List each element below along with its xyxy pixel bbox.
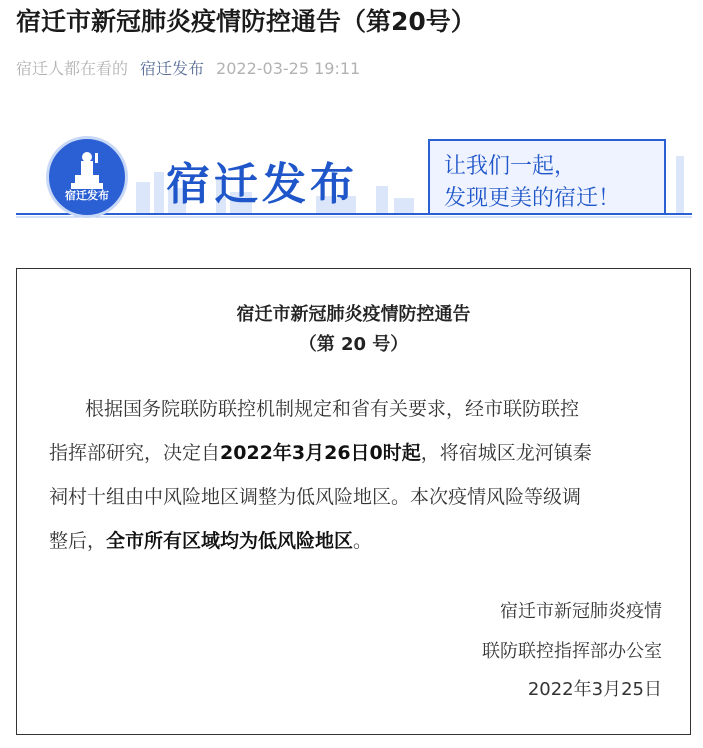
risk-status: 全市所有区域均为低风险地区 xyxy=(106,530,354,552)
text-segment: 。 xyxy=(353,530,373,552)
text-segment: ，将宿城区龙河镇秦 xyxy=(420,442,592,464)
text-segment: 指挥部研究，决定自 xyxy=(49,442,221,464)
header-banner-image xyxy=(16,136,692,220)
signature-org-2: 联防联控指挥部办公室 xyxy=(482,641,662,662)
text-segment: 整后， xyxy=(49,530,107,552)
article-meta xyxy=(16,58,360,80)
notice-body-line-4 xyxy=(49,527,372,555)
publish-datetime: 2022-03-25 19:11 xyxy=(216,59,361,78)
account-link[interactable]: 宿迁发布 xyxy=(140,59,205,78)
logo-icon xyxy=(46,136,128,218)
logo-label: 宿迁发布 xyxy=(65,189,109,202)
brand-name: 宿迁发布 xyxy=(166,159,358,210)
notice-box xyxy=(16,268,691,735)
slogan-line-1: 让我们一起， xyxy=(444,154,577,179)
slogan-line-2: 发现更美的宿迁！ xyxy=(444,186,621,211)
monument-icon xyxy=(49,139,125,215)
notice-body-line-2 xyxy=(49,439,592,467)
notice-body-line-1: 根据国务院联防联控机制规定和省有关要求，经市联防联控 xyxy=(85,398,580,420)
signature-date: 2022年3月25日 xyxy=(527,679,662,700)
notice-body-line-3: 祠村十组由中风险地区调整为低风险地区。本次疫情风险等级调 xyxy=(49,486,582,508)
effective-time: 2022年3月26日0时起 xyxy=(220,442,421,464)
notice-number: （第 20 号） xyxy=(298,334,409,355)
slogan-box xyxy=(428,139,666,215)
article-title: 宿迁市新冠肺炎疫情防控通告（第20号） xyxy=(16,7,476,36)
notice-title: 宿迁市新冠肺炎疫情防控通告 xyxy=(236,304,471,325)
meta-prefix: 宿迁人都在看的 xyxy=(16,59,129,78)
signature-org-1: 宿迁市新冠肺炎疫情 xyxy=(500,601,662,622)
